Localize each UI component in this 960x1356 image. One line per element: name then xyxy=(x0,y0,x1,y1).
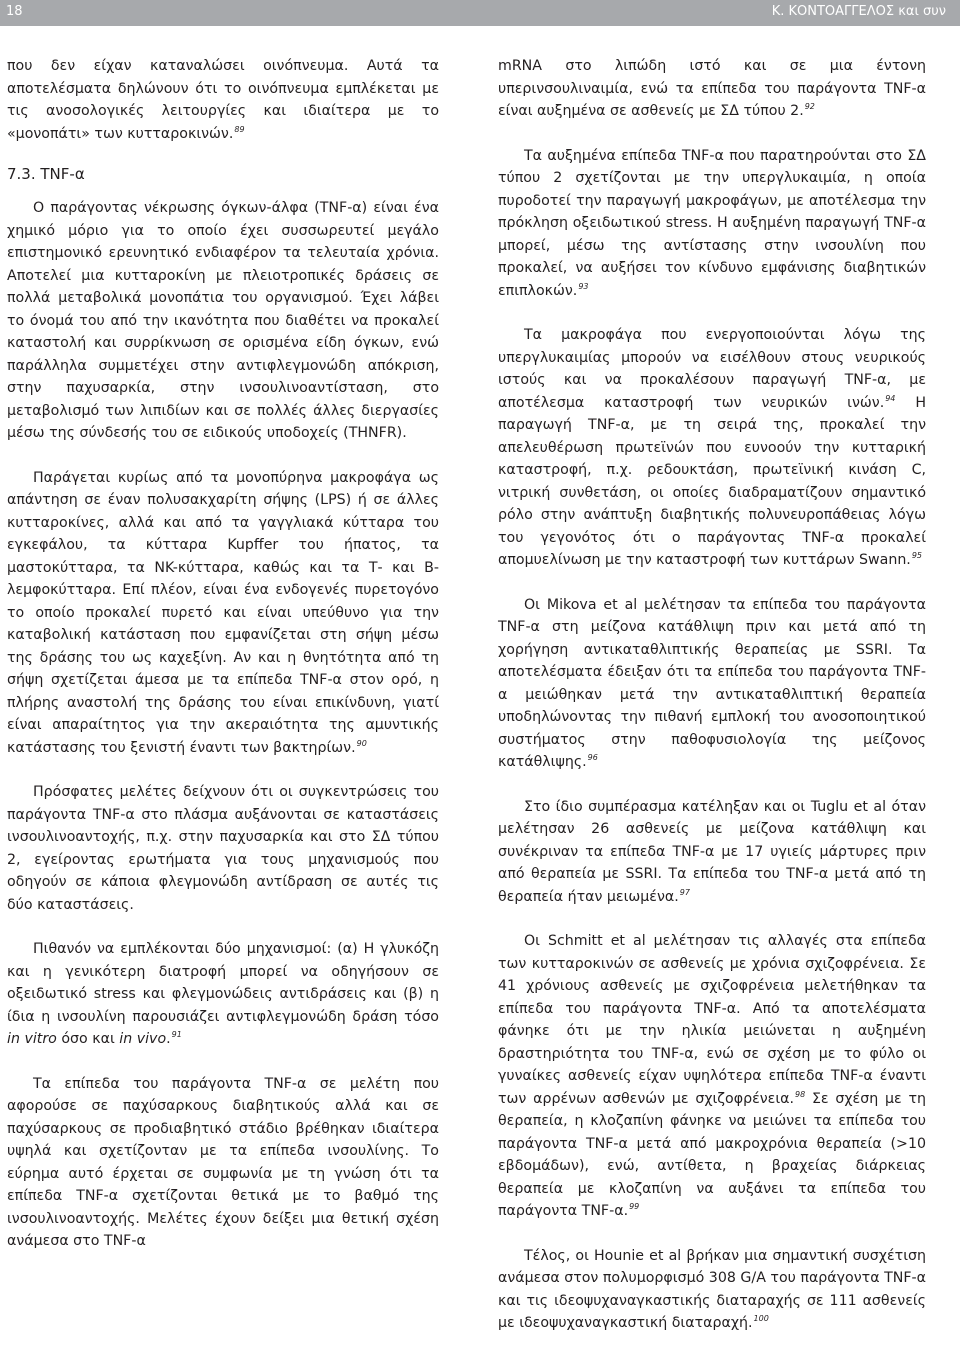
citation: 98 xyxy=(795,1089,806,1099)
running-head: Κ. ΚΟΝΤΟΑΓΓΕΛΟΣ και συν xyxy=(771,4,946,19)
paragraph: Τα αυξημένα επίπεδα TNF-α που παρατηρούνται στο ΣΔ τύπου 2 σχετίζονται με την υπεργλυκαιμία, η οποία πυροδοτεί την παραγωγή μακροφάγων, με αποτέλεσμα την πρόκληση οξειδωτικού stress. Η αυξημένη παραγωγή TNF-α μπορεί, μέσω της αντίστασης στην ινσουλίνη που προκαλεί, να αυξήσει τον κίνδυνο εμφάνισης διαβητικών επιπλοκών.$^{93}$ xyxy=(498,147,926,299)
page-number: 18 xyxy=(6,4,23,19)
citation: 93 xyxy=(578,281,589,291)
citation: 92 xyxy=(804,102,815,111)
paragraph: Τέλος, οι Hounie et al βρήκαν μια σημαντική συσχέτιση ανάμεσα στον πολυμορφισμό 308 G/A του παράγοντα TNF-α και τις ιδεοψυχαναγκαστικής διαταραχής σε 111 ασθενείς με ιδεοψυχαναγκαστική διαταραχή.$^{100}$ xyxy=(498,1247,926,1331)
paragraph: Πιθανόν να εμπλέκονται δύο μηχανισμοί: (α) Η γλυκόζη και η γενικότερη διατροφή μπορεί να οδηγήσουν σε οξειδωτικό stress και φλεγμονώδεις αντιδράσεις και (β) η ίδια η ινσουλίνη παρουσιάζει αντιφλεγμονώδη δράση τόσο in vitro όσο και in vivo.$^{91}$ xyxy=(7,941,439,1047)
citation: 95 xyxy=(911,551,923,560)
paragraph: που δεν είχαν καταναλώσει οινόπνευμα. Αυτά τα αποτελέσματα δηλώνουν ότι το οινόπνευμα εμπλέκεται με τις ανοσολογικές λειτουργίες και ιδιαίτερα με το «μονοπάτι» των κυτταροκινών.$^{89}$ xyxy=(7,58,439,142)
paragraph: mRNA στο λιπώδη ιστό και σε μια έντονη υπερινσουλιναιμία, ενώ τα επίπεδα του παράγοντα TNF-α είναι αυξημένα σε ασθενείς με ΣΔ τύπου 2.92 xyxy=(498,58,926,119)
citation: 96 xyxy=(587,753,598,762)
paragraph: Τα μακροφάγα που ενεργοποιούνται λόγω της υπεργλυκαιμίας μπορούν να εισέλθουν στους νευρικούς ιστούς και να προκαλέσουν παραγωγή TNF-α, με αποτέλεσμα καταστροφή των νευρικών ινών.$^{94}$ Η παραγωγή TNF-α, με τη σειρά της, προκαλεί την απελευθέρωση πρωτεϊνών που ευνοούν την κυτταρική καταστροφή, π.χ. ρεδουκτάση, πρωτεϊνική κινάση C, νιτρική συνθετάση, οι οποίες διαδραματίζουν σημαντικό ρόλο στην ανάπτυξη διαβητικής πολυνευροπάθειας λόγω του γεγονότος ότι ο παράγοντας TNF-α προκαλεί απομυελίνωση με την καταστροφή των κυττάρων Swann.$^{95}$ xyxy=(498,327,926,568)
citation: 91 xyxy=(171,1030,182,1039)
citation: 94 xyxy=(885,393,896,403)
citation: 97 xyxy=(679,887,690,897)
paragraph: Οι Mikova et al μελέτησαν τα επίπεδα του παράγοντα TNF-α στη μείζονα κατάθλιψη πριν και μετά από τη χορήγηση αντικαταθλιπτικής θεραπείας με SSRI. Τα αποτελέσματα έδειξαν ότι τα επίπεδα του παράγοντα TNF-α μειώθηκαν μετά την αντικαταθλιπτική θεραπεία υποδηλώνοντας την πιθανή εμπλοκή του ανοσοποιητικού συστήματος στην παθοφυσιολογία της μείζονος κατάθλιψης.$^{96}$ xyxy=(498,596,926,770)
paragraph: Ο παράγοντας νέκρωσης όγκων-άλφα (TNF-α) είναι ένα χημικό μόριο για το οποίο έχει συσσωρευτεί μεγάλο επιστημονικό ερευνητικό ενδιαφέρον τα τελευταία χρόνια. Αποτελεί μια κυτταροκίνη με πλειοτροπικές δράσεις σε πολλά μεταβολικά μονοπάτια του οργανισμού. Έχει λάβει το όνομά του από την ικανότητα που διαθέτει να προκαλεί καταστολή και συρρίκνωση σε ορισμένα είδη όγκων, ενώ παράλληλα συμμετέχει στην αντιφλεγμονώδη απόκριση, στην παχυσαρκία, στην ινσουλινοαντίσταση, στο μεταβολισμό των λιπιδίων και σε πολλές άλλες διεργασίες μέσω της σύνδεσής του σε ειδικούς υποδοχείς (THNFR). xyxy=(7,200,439,441)
page-header-bar xyxy=(0,0,960,26)
left-column xyxy=(7,55,439,1253)
citation: 90 xyxy=(356,738,367,748)
section-heading: 7.3. TNF-α xyxy=(7,165,85,183)
citation: 100 xyxy=(753,1314,769,1323)
paragraph: Τα επίπεδα του παράγοντα TNF-α σε μελέτη που αφορούσε σε παχύσαρκους διαβητικούς αλλά και σε παχύσαρκους σε προδιαβητικό στάδιο βρέθηκαν ιδιαίτερα υψηλά και σχετίζονταν με τα επίπεδα ινσουλίνης. Το εύρημα αυτό έρχεται σε συμφωνία με τη γνώση ότι τα επίπεδα TNF-α σχετίζονται θετικά με το βαθμό της ινσουλινοαντοχής. Μελέτες έχουν δείξει μια θετική σχέση ανάμεσα στο TNF-α xyxy=(7,1075,439,1249)
citation: 99 xyxy=(629,1202,640,1211)
paragraph: Πρόσφατες μελέτες δείχνουν ότι οι συγκεντρώσεις του παράγοντα TNF-α στο πλάσμα αυξάνονται σε καταστάσεις ινσουλινοαντοχής, π.χ. στην παχυσαρκία και στο ΣΔ τύπου 2, εγείροντας ερωτήματα για τους μηχανισμούς που οδηγούν σε κάποια φλεγμονώδη αντίδραση σε αυτές τις δύο καταστάσεις. xyxy=(7,784,439,913)
paragraph: Οι Schmitt et al μελέτησαν τις αλλαγές στα επίπεδα των κυτταροκινών σε ασθενείς με χρόνια σχιζοφρένεια. Σε 41 χρόνιους ασθενείς με σχιζοφρένεια μελετήθηκαν τα επίπεδα του παράγοντα TNF-α. Από τα αποτελέσματα φάνηκε ότι με την ηλικία μειώνεται η αυξημένη δραστηριότητα του TNF-α, ενώ σε σχέση με το φύλο οι γυναίκες ασθενείς είχαν υψηλότερα επίπεδα TNF-α έναντι των αρρένων ασθενών με σχιζοφρένεια.$^{98}$ Σε σχέση με τη θεραπεία, η κλοζαπίνη φάνηκε να μειώνει τα επίπεδα του παράγοντα TNF-α μετά από μακροχρόνια θεραπεία (>10 εβδομάδων), ενώ, αντίθετα, η βραχείας διάρκειας θεραπεία με κλοζαπίνη να αυξάνει τα επίπεδα του παράγοντα TNF-α.$^{99}$ xyxy=(498,933,926,1219)
paragraph: Παράγεται κυρίως από τα μονοπύρηνα μακροφάγα ως απάντηση σε έναν πολυσακχαρίτη σήψης (LPS) ή σε άλλες κυτταροκίνες, αλλά και από τα γαγγλιακά κύτταρα του εγκεφάλου, τα κύτταρα Kupffer του ήπατος, τα μαστοκύτταρα, τα NK-κύτταρα, καθώς και τα Τ- και Β-λεμφοκύτταρα. Επί πλέον, είναι ένα ενδογενές πυρετογόνο το οποίο προκαλεί πυρετό και είναι υπεύθυνο για την καταβολική κατάσταση που εμφανίζεται στη σήψη μέσω της δράσης του ως καχεξίνη. Αν και η θνητότητα από τη σήψη σχετίζεται άμεσα με τα επίπεδα TNF-α στον ορό, η πλήρης αναστολή της δράσης του είναι επικίνδυνη, γιατί είναι απαραίτητος για την ακεραιότητα της αμυντικής κατάστασης του ξενιστή έναντι των βακτηρίων.$^{90}$ xyxy=(7,469,439,756)
right-column xyxy=(498,55,926,1335)
paragraph: Στο ίδιο συμπέρασμα κατέληξαν και οι Tuglu et al όταν μελέτησαν 26 ασθενείς με μείζονα κατάθλιψη και συνέκριναν τα επίπεδα TNF-α με 17 υγιείς μάρτυρες πριν από θεραπεία με SSRI. Τα επίπεδα του TNF-α μετά από τη θεραπεία ήταν μειωμένα.$^{97}$ xyxy=(498,798,926,905)
citation: 89 xyxy=(234,124,245,134)
